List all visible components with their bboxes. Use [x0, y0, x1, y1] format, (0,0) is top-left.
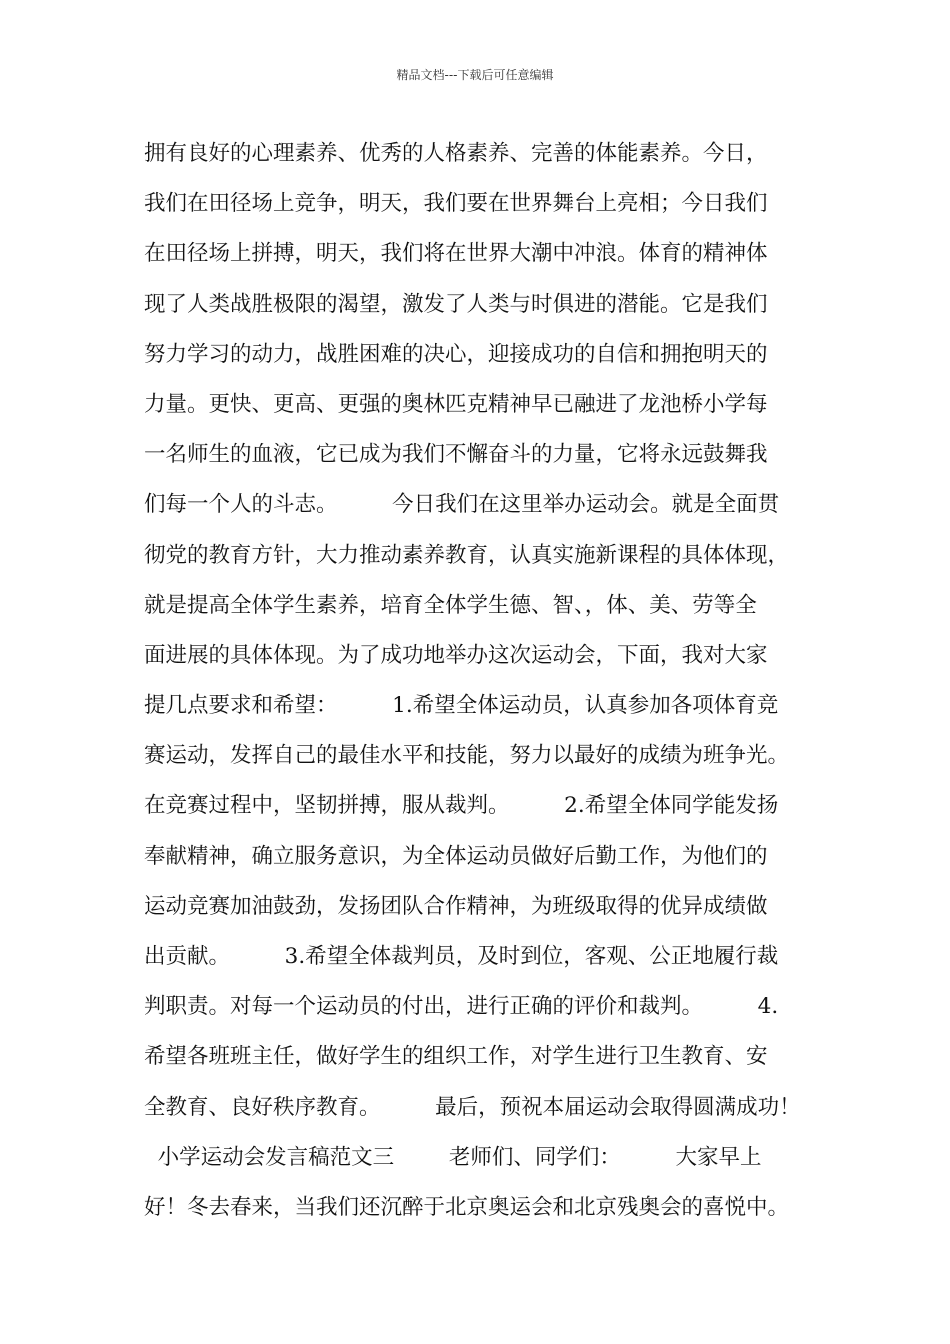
- text-line: 现了人类战胜极限的渴望，激发了人类与时俱进的潜能。它是我们: [144, 291, 768, 317]
- text-line: 就是提高全体学生素养，培育全体学生德、智、，体、美、劳等全: [144, 592, 757, 618]
- text-line: 彻党的教育方针，大力推动素养教育，认真实施新课程的具体体现，: [144, 542, 790, 568]
- text-line: 希望各班班主任，做好学生的组织工作，对学生进行卫生教育、安: [144, 1044, 768, 1070]
- text-line: 面进展的具体体现。为了成功地举办这次运动会，下面，我对大家: [144, 642, 768, 668]
- text-line: 我们在田径场上竞争，明天，我们要在世界舞台上亮相；今日我们: [144, 191, 768, 217]
- document-body: [144, 129, 834, 1233]
- text-line: 一名师生的血液，它已成为我们不懈奋斗的力量，它将永远鼓舞我: [144, 442, 768, 468]
- text-line: 全教育、良好秩序教育。 最后，预祝本届运动会取得圆满成功！: [144, 1094, 801, 1120]
- text-line: 判职责。对每一个运动员的付出，进行正确的评价和裁判。 4.: [144, 994, 779, 1020]
- text-line: 奉献精神，确立服务意识，为全体运动员做好后勤工作，为他们的: [144, 843, 768, 869]
- text-line: 力量。更快、更高、更强的奥林匹克精神早已融进了龙池桥小学每: [144, 391, 768, 417]
- text-line: 赛运动，发挥自己的最佳水平和技能，努力以最好的成绩为班争光。: [144, 743, 790, 769]
- text-line: 提几点要求和希望： 1.希望全体运动员，认真参加各项体育竞: [144, 693, 779, 719]
- text-line: 努力学习的动力，战胜困难的决心，迎接成功的自信和拥抱明天的: [144, 341, 768, 367]
- page-header: 精品文档---下载后可任意编辑: [396, 68, 554, 82]
- text-line: 出贡献。 3.希望全体裁判员，及时到位，客观、公正地履行裁: [144, 944, 779, 969]
- text-line: 在竞赛过程中，坚韧拼搏，服从裁判。 2.希望全体同学能发扬: [144, 793, 779, 819]
- text-line: 在田径场上拼搏，明天，我们将在世界大潮中冲浪。体育的精神体: [144, 241, 768, 267]
- text-line: 拥有良好的心理素养、优秀的人格素养、完善的体能素养。今日，: [144, 141, 768, 166]
- text-line: 运动竞赛加油鼓劲，发扬团队合作精神，为班级取得的优异成绩做: [144, 893, 768, 919]
- text-line: 小学运动会发言稿范文三 老师们、同学们： 大家早上: [144, 1144, 762, 1170]
- text-line: 好！冬去春来，当我们还沉醉于北京奥运会和北京残奥会的喜悦中。: [144, 1194, 790, 1220]
- text-line: 们每一个人的斗志。 今日我们在这里举办运动会。就是全面贯: [144, 492, 780, 518]
